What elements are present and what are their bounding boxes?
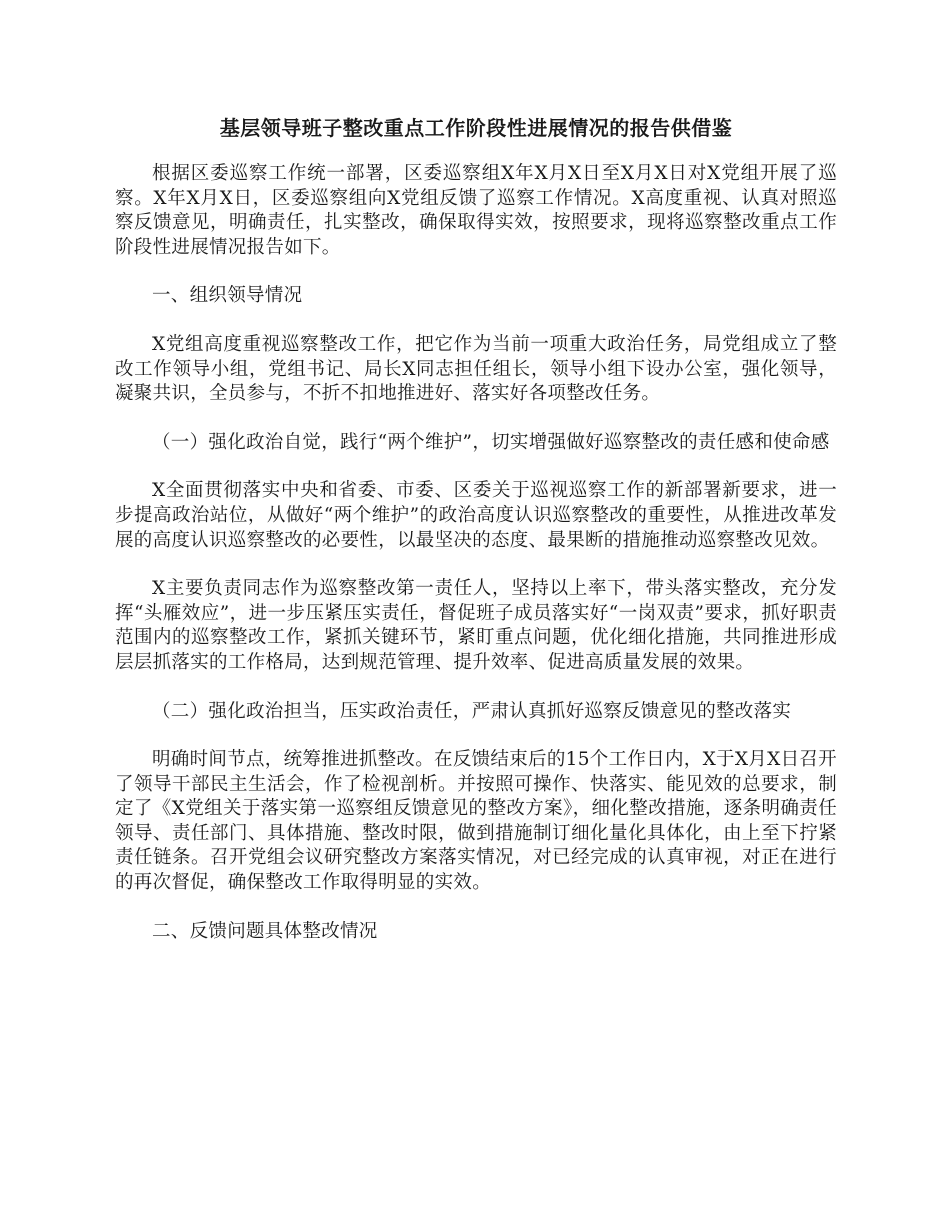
section-heading-2: 二、反馈问题具体整改情况	[152, 920, 378, 942]
document-page	[115, 112, 837, 968]
subsection-heading-2: （二）强化政治担当，压实政治责任，严肃认真抓好巡察反馈意见的整改落实	[152, 700, 792, 722]
document-title: 基层领导班子整改重点工作阶段性进展情况的报告供借鉴	[219, 116, 733, 140]
section-heading-1: 一、组织领导情况	[152, 285, 303, 307]
intro-paragraph: 根据区委巡察工作统一部署，区委巡察组X年X月X日至X月X日对X党组开展了巡察。X年X月X日，区委巡察组向X党组反馈了巡察工作情况。X高度重视、认真对照巡察反馈意见，明确责任，扎实整改，确保取得实效，按照要求，现将巡察整改重点工作阶段性进展情况报告如下。	[115, 163, 837, 258]
subsection-heading-1: （一）强化政治自觉，践行“两个维护”，切实增强做好巡察整改的责任感和使命感	[152, 431, 830, 453]
body-paragraph: X党组高度重视巡察整改工作，把它作为当前一项重大政治任务，局党组成立了整改工作领导小组，党组书记、局长X同志担任组长，领导小组下设办公室，强化领导，凝聚共识，全员参与，不折不扣地推进好、落实好各项整改任务。	[115, 333, 837, 405]
body-paragraph: X主要负责同志作为巡察整改第一责任人，坚持以上率下，带头落实整改，充分发挥“头雁效应”，进一步压紧压实责任，督促班子成员落实好“一岗双责”要求，抓好职责范围内的巡察整改工作，紧抓关键环节，紧盯重点问题，优化细化措施，共同推进形成层层抓落实的工作格局，达到规范管理、提升效率、促进高质量发展的效果。	[115, 578, 837, 673]
body-paragraph: 明确时间节点，统筹推进抓整改。在反馈结束后的15个工作日内，X于X月X日召开了领导干部民主生活会，作了检视剖析。并按照可操作、快落实、能见效的总要求，制定了《X党组关于落实第一巡察组反馈意见的整改方案》，细化整改措施，逐条明确责任领导、责任部门、具体措施、整改时限，做到措施制订细化量化具体化，由上至下拧紧责任链条。召开党组会议研究整改方案落实情况，对已经完成的认真审视，对正在进行的再次督促，确保整改工作取得明显的实效。	[115, 749, 837, 894]
body-paragraph: X全面贯彻落实中央和省委、市委、区委关于巡视巡察工作的新部署新要求，进一步提高政治站位，从做好“两个维护”的政治高度认识巡察整改的重要性，从推进改革发展的高度认识巡察整改的必要性，以最坚决的态度、最果断的措施推动巡察整改见效。	[115, 480, 837, 551]
